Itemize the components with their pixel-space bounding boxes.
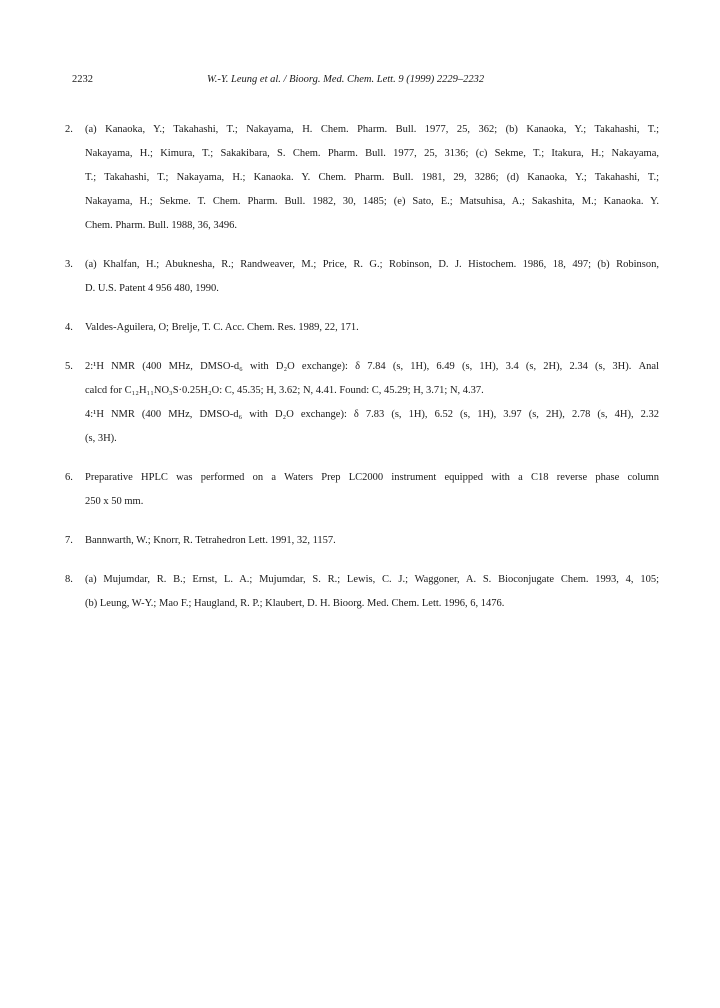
reference-number: 2. (65, 124, 73, 135)
reference-number: 6. (65, 472, 73, 483)
reference-line: T.; Takahashi, T.; Nakayama, H.; Kanaoka. Y. Chem. Pharm. Bull. 1981, 29, 3286; (d) Kanaoka, Y.; Takahashi, T.; (85, 172, 659, 183)
reference-list (65, 118, 659, 631)
running-title: W.-Y. Leung et al. / Bioorg. Med. Chem. Lett. 9 (1999) 2229–2232 (207, 74, 485, 85)
reference-line: Nakayama, H.; Sekme. T. Chem. Pharm. Bull. 1982, 30, 1485; (e) Sato, E.; Matsuhisa, A.; Sakashita, M.; Kanaoka. Y. (85, 196, 659, 207)
page-header (72, 74, 660, 90)
reference-line: Preparative HPLC was performed on a Waters Prep LC2000 instrument equipped with a C18 reverse phase column (85, 472, 659, 483)
reference-6 (65, 466, 659, 514)
reference-7 (65, 529, 659, 553)
reference-line: 250 x 50 mm. (85, 496, 144, 507)
reference-text (85, 253, 659, 301)
reference-number: 4. (65, 322, 73, 333)
reference-line: (b) Leung, W-Y.; Mao F.; Haugland, R. P.; Klaubert, D. H. Bioorg. Med. Chem. Lett. 1996, 6, 1476. (85, 598, 505, 609)
reference-line: (a) Kanaoka, Y.; Takahashi, T.; Nakayama, H. Chem. Pharm. Bull. 1977, 25, 362; (b) Kanaoka, Y.; Takahashi, T.; (85, 124, 659, 135)
reference-4 (65, 316, 659, 340)
reference-number: 8. (65, 574, 73, 585)
page-number: 2232 (72, 74, 93, 85)
reference-5 (65, 355, 659, 451)
reference-text (85, 316, 659, 340)
reference-line: (s, 3H). (85, 433, 117, 444)
reference-line: calcd for C₁₂H₁₁NO₃S·0.25H₂O: C, 45.35; H, 3.62; N, 4.41. Found: C, 45.29; H, 3.71; N, 4.37. (85, 385, 484, 396)
reference-text (85, 118, 659, 238)
reference-line: (a) Khalfan, H.; Abuknesha, R.; Randweaver, M.; Price, R. G.; Robinson, D. J. Histochem. 1986, 18, 497; (b) Robinson, (85, 259, 659, 270)
reference-line: D. U.S. Patent 4 956 480, 1990. (85, 283, 219, 294)
reference-3 (65, 253, 659, 301)
reference-line: Chem. Pharm. Bull. 1988, 36, 3496. (85, 220, 237, 231)
reference-number: 7. (65, 535, 73, 546)
reference-line: Nakayama, H.; Kimura, T.; Sakakibara, S. Chem. Pharm. Bull. 1977, 25, 3136; (c) Sekme, T.; Itakura, H.; Nakayama, (85, 148, 659, 159)
reference-line: (a) Mujumdar, R. B.; Ernst, L. A.; Mujumdar, S. R.; Lewis, C. J.; Waggoner, A. S. Bioconjugate Chem. 1993, 4, 105; (85, 574, 659, 585)
reference-text (85, 355, 659, 451)
reference-text (85, 568, 659, 616)
reference-line: Bannwarth, W.; Knorr, R. Tetrahedron Lett. 1991, 32, 1157. (85, 535, 336, 546)
reference-line: Valdes-Aguilera, O; Brelje, T. C. Acc. Chem. Res. 1989, 22, 171. (85, 322, 359, 333)
reference-2 (65, 118, 659, 238)
reference-text (85, 529, 659, 553)
reference-number: 3. (65, 259, 73, 270)
reference-text (85, 466, 659, 514)
reference-line: 2:¹H NMR (400 MHz, DMSO-d₆ with D₂O exchange): δ 7.84 (s, 1H), 6.49 (s, 1H), 3.4 (s, 2H), 2.34 (s, 3H). Anal (85, 361, 659, 372)
reference-8 (65, 568, 659, 616)
reference-number: 5. (65, 361, 73, 372)
reference-line: 4:¹H NMR (400 MHz, DMSO-d₆ with D₂O exchange): δ 7.83 (s, 1H), 6.52 (s, 1H), 3.97 (s, 2H), 2.78 (s, 4H), 2.32 (85, 409, 659, 420)
